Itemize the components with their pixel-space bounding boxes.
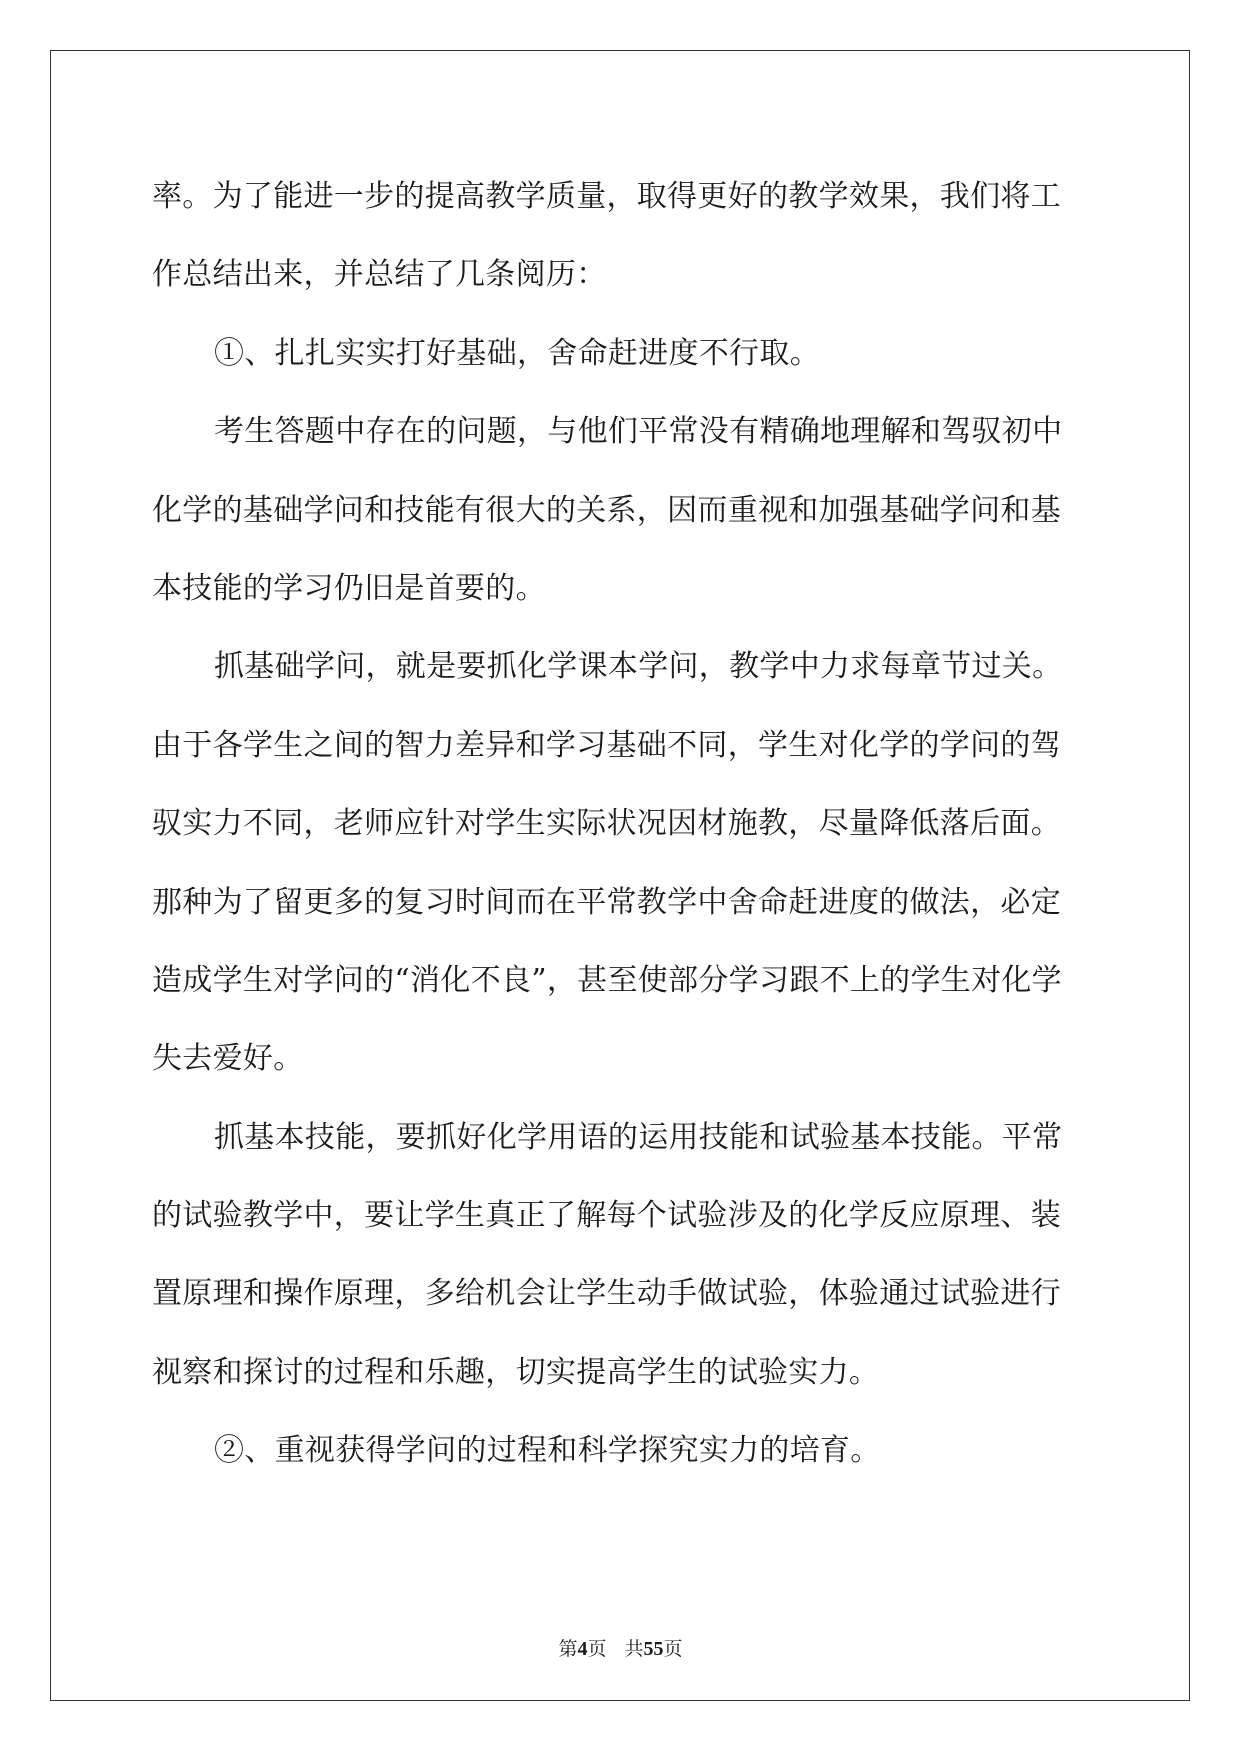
page-footer <box>0 1637 1241 1661</box>
document-body <box>152 158 1092 1491</box>
text-line: 抓基础学问，就是要抓化学课本学问，教学中力求每章节过关。 <box>214 649 1063 685</box>
total-suffix: 页 <box>663 1638 683 1660</box>
text-line: 的试验教学中，要让学生真正了解每个试验涉及的化学反应原理、装 <box>152 1198 1061 1234</box>
text-line: 率。为了能进一步的提高教学质量，取得更好的教学效果，我们将工 <box>152 179 1061 214</box>
section-heading: ①、扎扎实实打好基础，舍命赶进度不行取。 <box>214 335 820 371</box>
text-line: 驭实力不同，老师应针对学生实际状况因材施教，尽量降低落后面。 <box>152 806 1061 842</box>
text-line: 视察和探讨的过程和乐趣，切实提高学生的试验实力。 <box>152 1354 880 1390</box>
text-line: 那种为了留更多的复习时间而在平常教学中舍命赶进度的做法，必定 <box>152 884 1061 920</box>
text-line: 本技能的学习仍旧是首要的。 <box>152 570 546 606</box>
text-line: 置原理和操作原理，多给机会让学生动手做试验，体验通过试验进行 <box>152 1276 1061 1312</box>
section-heading: ②、重视获得学问的过程和科学探究实力的培育。 <box>214 1433 881 1469</box>
total-pages: 55 <box>643 1638 664 1660</box>
text-line: 造成学生对学问的“消化不良”，甚至使部分学习跟不上的学生对化学 <box>152 962 1062 998</box>
text-line: 失去爱好。 <box>152 1041 304 1077</box>
total-prefix: 共 <box>624 1638 644 1660</box>
page-number: 4 <box>577 1638 588 1660</box>
text-line: 考生答题中存在的问题，与他们平常没有精确地理解和驾驭初中 <box>214 414 1063 450</box>
text-line: 作总结出来，并总结了几条阅历： <box>152 257 607 293</box>
text-line: 由于各学生之间的智力差异和学习基础不同，学生对化学的学问的驾 <box>152 727 1061 763</box>
text-line: 抓基本技能，要抓好化学用语的运用技能和试验基本技能。平常 <box>214 1119 1063 1155</box>
page-suffix: 页 <box>587 1638 607 1660</box>
page-prefix: 第 <box>558 1638 578 1660</box>
text-line: 化学的基础学问和技能有很大的关系，因而重视和加强基础学问和基 <box>152 492 1061 528</box>
